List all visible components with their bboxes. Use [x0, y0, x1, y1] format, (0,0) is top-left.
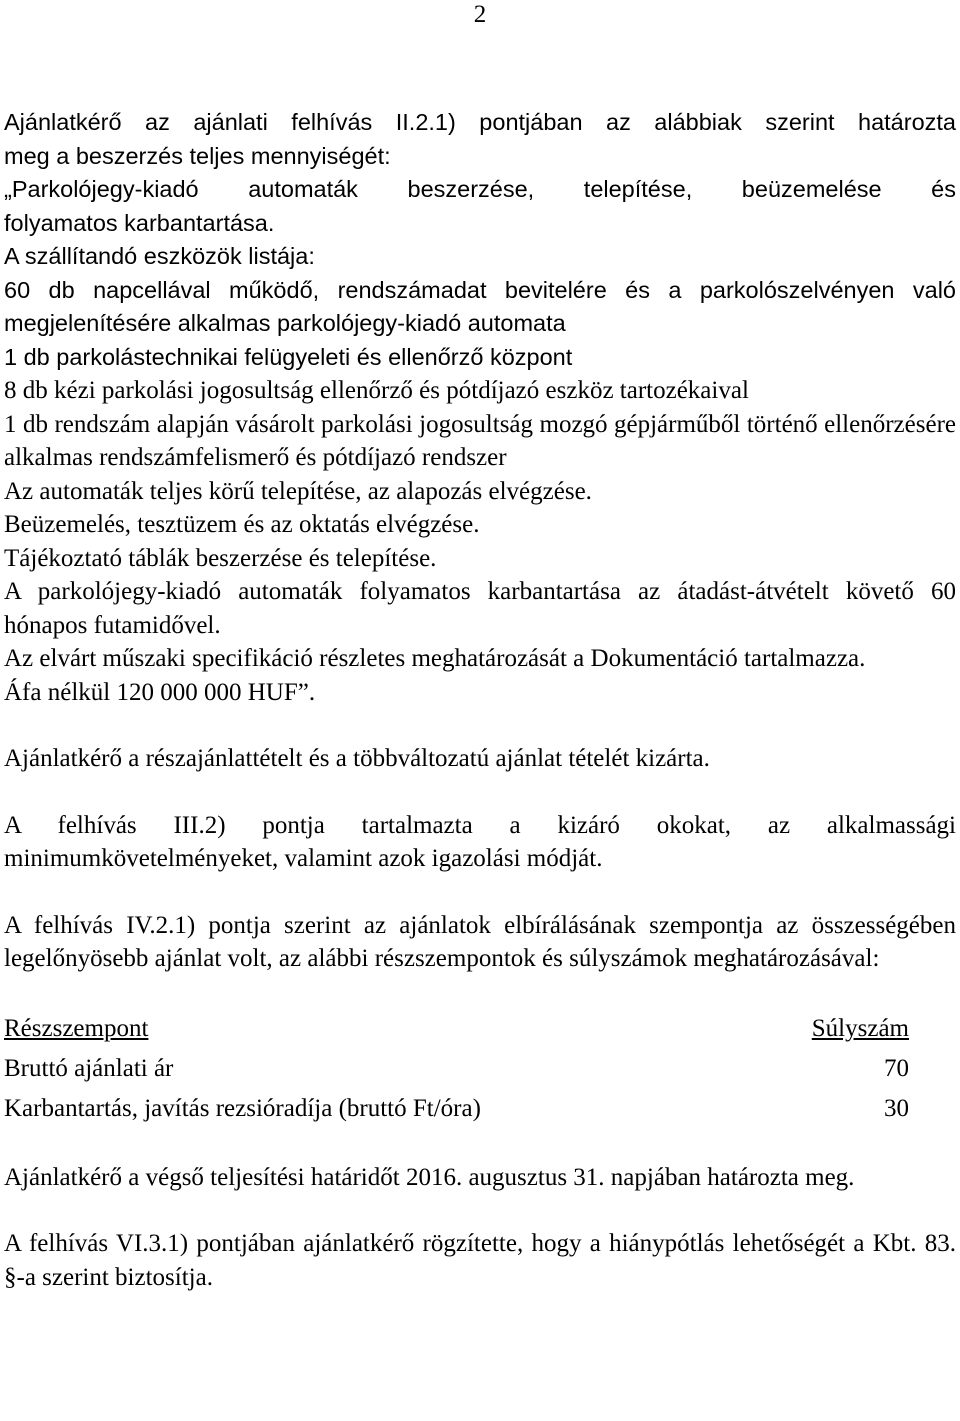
partial-offer-paragraph: Ajánlatkérő a részajánlattételt és a többváltozatú ajánlat tételét kizárta.: [4, 745, 710, 772]
criterion-weight: 70: [884, 1054, 909, 1082]
list-item: 1 db rendszám alapján vásárolt parkolási jogosultság mozgó gépjárműből történő ellenőrzésére alkalmas rendszámfelismerő és pótdíjazó rendszer: [4, 410, 956, 471]
procurement-intro: [4, 106, 956, 240]
deadline-paragraph: Ajánlatkérő a végső teljesítési határidőt 2016. augusztus 31. napjában határozta meg.: [4, 1163, 855, 1191]
list-item: Az elvárt műszaki specifikáció részletes meghatározását a Dokumentáció tartalmazza.: [4, 645, 866, 672]
list-item: 60 db napcellával működő, rendszámadat bevitelére és a parkolószelvényen való megjelenítésére alkalmas parkolójegy-kiadó automata: [4, 276, 956, 336]
list-item: Áfa nélkül 120 000 000 HUF”.: [4, 678, 316, 706]
equipment-list: [4, 240, 956, 709]
table-row: [4, 1049, 909, 1089]
exclusion-paragraph: A felhívás III.2) pontja tartalmazta a kizáró okokat, az alkalmassági minimumkövetelményeket, valamint azok igazolási módját.: [4, 811, 956, 872]
list-item: 8 db kézi parkolási jogosultság ellenőrző és pótdíjazó eszköz tartozékaival: [4, 377, 749, 404]
list-item: Tájékoztató táblák beszerzése és telepítése.: [4, 544, 437, 572]
list-item: 1 db parkolástechnikai felügyeleti és ellenőrző központ: [4, 343, 573, 370]
deficiency-paragraph: A felhívás VI.3.1) pontjában ajánlatkérő rögzítette, hogy a hiánypótlás lehetőségét a Kbt. 83. §-a szerint biztosítja.: [4, 1230, 956, 1291]
criterion-name: Bruttó ajánlati ár: [4, 1054, 174, 1082]
criteria-table: [4, 1009, 909, 1129]
list-item: Az automaták teljes körű telepítése, az alapozás elvégzése.: [4, 477, 592, 505]
header-subcriterion: Részszempont: [4, 1014, 149, 1042]
intro-line-2: meg a beszerzés teljes mennyiségét:: [4, 142, 391, 169]
criterion-name: Karbantartás, javítás rezsióradíja (bruttó Ft/óra): [4, 1094, 481, 1122]
page-number: 2: [473, 1, 487, 28]
criterion-weight: 30: [884, 1094, 909, 1122]
intro-line-3: „Parkolójegy-kiadó automaták beszerzése, telepítése, beüzemelése és: [4, 176, 956, 202]
table-header-row: [4, 1009, 909, 1049]
list-item: A parkolójegy-kiadó automaták folyamatos karbantartása az átadást-átvételt követő 60 hónapos futamidővel.: [4, 578, 956, 639]
header-weight: Súlyszám: [811, 1014, 909, 1042]
list-heading: A szállítandó eszközök listája:: [4, 243, 315, 269]
evaluation-criteria-paragraph: A felhívás IV.2.1) pontja szerint az ajánlatok elbírálásának szempontja az összességében legelőnyösebb ajánlat volt, az alábbi részszempontok és súlyszámok meghatározásával:: [4, 911, 956, 972]
table-row: [4, 1089, 909, 1129]
document-body: [4, 106, 956, 1294]
intro-line-4: folyamatos karbantartása.: [4, 209, 275, 236]
list-item: Beüzemelés, tesztüzem és az oktatás elvégzése.: [4, 511, 480, 538]
intro-line-1: Ajánlatkérő az ajánlati felhívás II.2.1) pontjában az alábbiak szerint határozta: [4, 109, 956, 135]
